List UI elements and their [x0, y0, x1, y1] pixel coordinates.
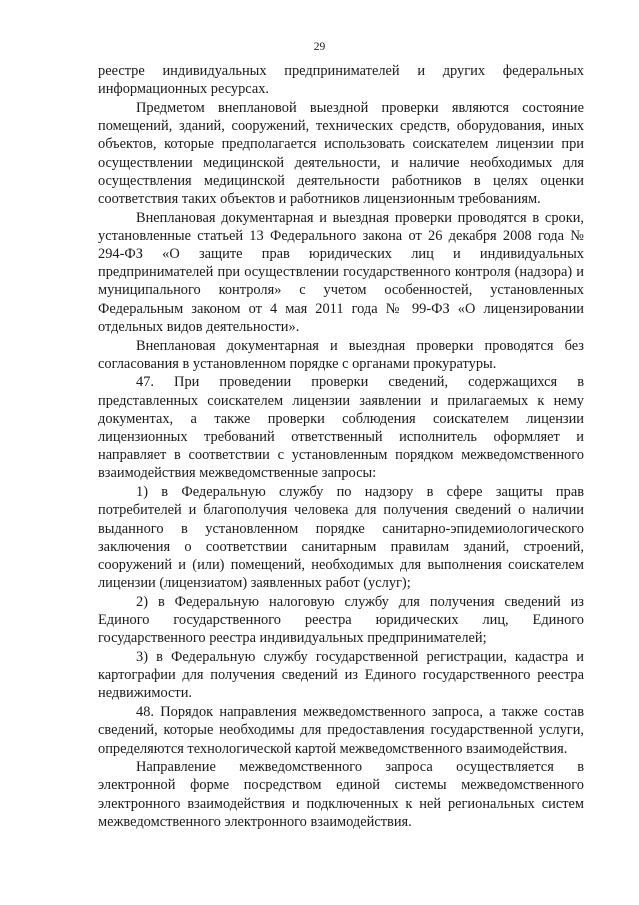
document-body [98, 62, 584, 832]
paragraph-inspection-subject: Предметом внеплановой выездной проверки являются состояние помещений, зданий, сооружений, технических средств, оборудования, иных объектов, которые предполагается использовать соискателем лицензии при осуществлении медицинской деятельности, и наличие необходимых для осуществления медицинской деятельности работников в целях оценки соответствия таких объектов и работников лицензионным требованиям. [98, 99, 584, 207]
paragraph-subitem-2: 2) в Федеральную налоговую службу для получения сведений из Единого государственного реестра юридических лиц, Единого государственного реестра индивидуальных предпринимателей; [98, 593, 584, 647]
page-number: 29 [313, 41, 326, 53]
paragraph-no-prosecutor-approval: Внеплановая документарная и выездная проверки проводятся без согласования в установленном порядке с органами прокуратуры. [98, 337, 584, 372]
paragraph-subitem-3: 3) в Федеральную службу государственной регистрации, кадастра и картографии для получения сведений из Единого государственного реестра недвижимости. [98, 649, 584, 702]
paragraph-item-48: 48. Порядок направления межведомственного запроса, а также состав сведений, которые необходимы для предоставления государственной услуги, определяются технологической картой межведомственного взаимодействия. [98, 704, 584, 757]
paragraph-subitem-1: 1) в Федеральную службу по надзору в сфере защиты прав потребителей и благополучия человека для получения сведений о наличии выданного в установленном порядке санитарно-эпидемиологического заключения о соответствии санитарным правилам зданий, строений, сооружений и (или) помещений, необходимых для выполнения соискателем лицензии (лицензиатом) заявленных работ (услуг); [98, 484, 584, 592]
paragraph-item-47: 47. При проведении проверки сведений, содержащихся в представленных соискателем лицензии заявлении и прилагаемых к нему документах, а также проверки соблюдения соискателем лицензии лицензионных требований ответственный исполнитель оформляет и направляет в соответствии с установленным порядком межведомственного взаимодействия межведомственные запросы: [98, 374, 584, 482]
paragraph-electronic-request: Направление межведомственного запроса осуществляется в электронной форме посредством единой системы межведомственного электронного взаимодействия и подключенных к ней региональных систем межведомственного электронного взаимодействия. [98, 759, 584, 830]
paragraph-inspection-terms: Внеплановая документарная и выездная проверки проводятся в сроки, установленные статьей 13 Федерального закона от 26 декабря 2008 года № 294-ФЗ «О защите прав юридических лиц и индивидуальных предпринимателей при осуществлении государственного контроля (надзора) и муниципального контроля» с учетом особенностей, установленных Федеральным законом от 4 мая 2011 года № 99-ФЗ «О лицензировании отдельных видов деятельности». [98, 209, 584, 335]
paragraph-registry-continuation: реестре индивидуальных предпринимателей и других федеральных информационных ресурсах. [98, 63, 584, 98]
